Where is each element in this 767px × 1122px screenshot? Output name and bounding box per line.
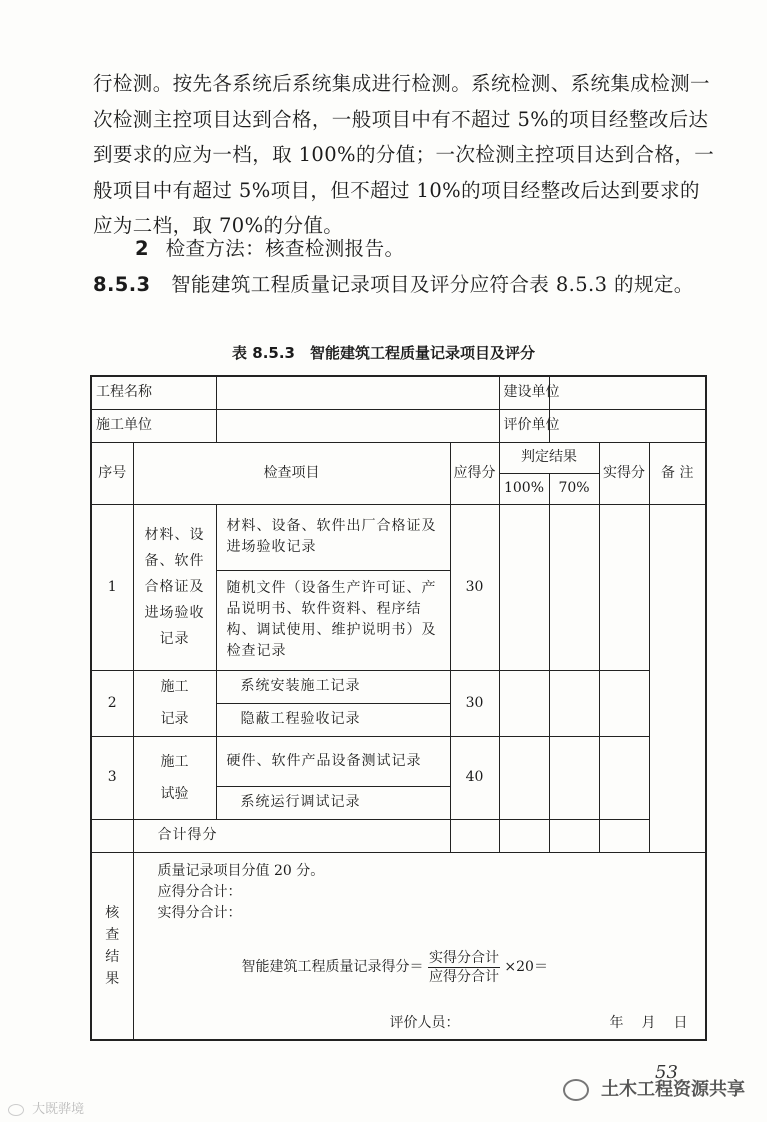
row1-seq: 1 — [91, 504, 133, 670]
row3-pct100-cell[interactable] — [499, 736, 549, 819]
total-pct100-cell[interactable] — [499, 819, 549, 852]
row2-score: 30 — [450, 670, 499, 736]
due-score-header: 应得分 — [450, 442, 499, 504]
builder-value[interactable] — [549, 376, 706, 409]
watermark-right — [563, 1075, 745, 1101]
evaluation-date: 年 月 日 — [609, 1014, 690, 1031]
construction-unit-value[interactable] — [216, 409, 499, 442]
total-actual-cell[interactable] — [599, 819, 649, 852]
total-row — [91, 819, 706, 852]
result-content — [133, 852, 706, 1040]
table-row — [91, 736, 706, 786]
construction-unit-label: 施工单位 — [91, 409, 216, 442]
row3-pct70-cell[interactable] — [549, 736, 599, 819]
row3-item1: 硬件、软件产品设备测试记录 — [216, 736, 450, 786]
table-caption: 表 8.5.3 智能建筑工程质量记录项目及评分 — [232, 344, 535, 362]
wechat-icon — [563, 1079, 589, 1101]
judgement-header: 判定结果 — [499, 442, 599, 473]
row1-pct100-cell[interactable] — [499, 504, 549, 670]
result-line-2: 应得分合计： — [157, 883, 242, 900]
remark-header: 备 注 — [649, 442, 706, 504]
project-name-label: 工程名称 — [91, 376, 216, 409]
row1-item2: 随机文件（设备生产许可证、产品说明书、软件资料、程序结构、调试使用、维护说明书）及检查记录 — [216, 570, 450, 670]
body-item-2 — [93, 231, 715, 267]
evaluator-signature: 评价人员： — [389, 1014, 460, 1031]
watermark-left-text: 大既骅境 — [32, 1102, 85, 1117]
page-number: 53 — [655, 1062, 678, 1083]
result-line-1: 质量记录项目分值 20 分。 — [157, 862, 325, 879]
table-row — [91, 504, 706, 570]
row3-category-cell — [133, 736, 216, 819]
remark-cell[interactable] — [649, 504, 706, 852]
total-pct70-cell[interactable] — [549, 819, 599, 852]
body-paragraph-1 — [93, 66, 715, 244]
row3-item2: 系统运行调试记录 — [216, 786, 450, 819]
row1-score: 30 — [450, 504, 499, 670]
project-name-value[interactable] — [216, 376, 499, 409]
clause-text: 智能建筑工程质量记录项目及评分应符合表 8.5.3 的规定。 — [171, 273, 694, 296]
row3-score: 40 — [450, 736, 499, 819]
seq-header: 序号 — [91, 442, 133, 504]
row3-seq: 3 — [91, 736, 133, 819]
weibo-icon — [8, 1104, 24, 1116]
row2-seq: 2 — [91, 670, 133, 736]
clause-number: 8.5.3 — [93, 273, 151, 296]
row1-item1: 材料、设备、软件出厂合格证及进场验收记录 — [216, 504, 450, 570]
total-label: 合计得分 — [133, 819, 450, 852]
evaluator-unit-value[interactable] — [549, 409, 706, 442]
row2-pct100-cell[interactable] — [499, 670, 549, 736]
clause-8-5-3 — [93, 267, 715, 303]
row1-category: 材料、设备、软件合格证及进场验收记录 — [133, 504, 216, 670]
unit-info-row — [91, 409, 706, 442]
para1-text: 行检测。按先各系统后系统集成进行检测。系统检测、系统集成检测一次检测主控项目达到合格，一般项目中有不超过 5%的项目经整改后达到要求的应为一档，取 100%的分值；一次检测主控项目达到合格，一般项目中有超过 5%项目，但不超过 10%的项目经整改后达到要求的应为二档，取 70%的分值。 — [93, 72, 715, 237]
header-row-1 — [91, 442, 706, 473]
total-seq-cell — [91, 819, 133, 852]
watermark-right-text: 土木工程资源共享 — [601, 1079, 745, 1100]
total-due-cell[interactable] — [450, 819, 499, 852]
row1-pct70-cell[interactable] — [549, 504, 599, 670]
formula-suffix: ×20＝ — [504, 958, 548, 975]
row1-actual-cell[interactable] — [599, 504, 649, 670]
check-item-header: 检查项目 — [133, 442, 450, 504]
formula-numerator: 实得分合计 — [428, 949, 499, 966]
table-row — [91, 670, 706, 703]
result-label-cell — [91, 852, 133, 1040]
item2-text: 检查方法：核查检测报告。 — [165, 237, 405, 260]
score-formula — [242, 949, 548, 986]
evaluator-unit-label: 评价单位 — [499, 409, 549, 442]
quality-record-table — [90, 375, 707, 1041]
watermark-left — [8, 1098, 84, 1117]
builder-label: 建设单位 — [499, 376, 549, 409]
row3-actual-cell[interactable] — [599, 736, 649, 819]
row2-item2: 隐蔽工程验收记录 — [216, 703, 450, 736]
item2-number: 2 — [135, 237, 149, 260]
row2-actual-cell[interactable] — [599, 670, 649, 736]
result-label: 核查结果 — [105, 904, 120, 987]
row2-category-cell — [133, 670, 216, 736]
pct100-header: 100% — [499, 473, 549, 504]
pct70-header: 70% — [549, 473, 599, 504]
row2-category: 施工记录 — [160, 679, 189, 727]
formula-fraction — [428, 949, 500, 986]
row3-category: 施工试验 — [160, 753, 189, 802]
actual-score-header: 实得分 — [599, 442, 649, 504]
row2-pct70-cell[interactable] — [549, 670, 599, 736]
result-row — [91, 852, 706, 1040]
formula-denominator: 应得分合计 — [428, 968, 499, 985]
formula-prefix: 智能建筑工程质量记录得分＝ — [241, 958, 424, 975]
project-info-row — [91, 376, 706, 409]
result-line-3: 实得分合计： — [157, 904, 242, 921]
row2-item1: 系统安装施工记录 — [216, 670, 450, 703]
